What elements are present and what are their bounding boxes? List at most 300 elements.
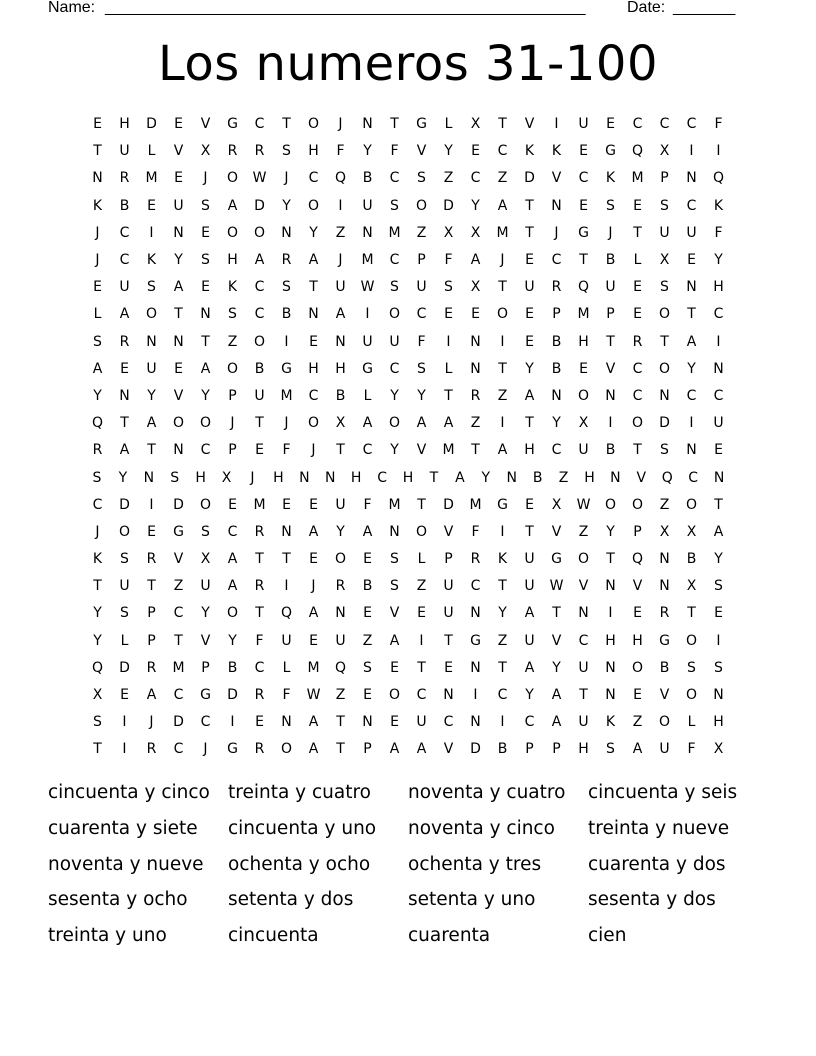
grid-letter[interactable]: N	[443, 687, 454, 704]
grid-letter[interactable]: V	[173, 143, 184, 160]
grid-letter[interactable]: T	[714, 496, 723, 513]
grid-letter[interactable]: A	[146, 687, 157, 704]
grid-letter[interactable]: Z	[227, 333, 238, 350]
grid-letter[interactable]: Z	[416, 224, 427, 241]
grid-letter[interactable]: L	[93, 306, 102, 323]
grid-letter[interactable]: S	[201, 252, 210, 269]
grid-letter[interactable]: E	[714, 605, 723, 622]
grid-letter[interactable]: O	[388, 415, 401, 432]
grid-letter[interactable]: B	[254, 360, 265, 377]
grid-letter[interactable]: N	[470, 360, 481, 377]
grid-letter[interactable]: S	[92, 469, 102, 486]
grid-letter[interactable]: R	[281, 252, 292, 269]
grid-letter[interactable]: J	[95, 252, 100, 269]
grid-letter[interactable]: F	[687, 741, 696, 758]
grid-letter[interactable]: A	[308, 741, 319, 758]
grid-letter[interactable]: E	[309, 551, 318, 568]
grid-letter[interactable]: O	[145, 306, 158, 323]
grid-letter[interactable]: O	[280, 741, 293, 758]
grid-letter[interactable]: D	[443, 496, 454, 513]
grid-letter[interactable]: R	[551, 279, 562, 296]
grid-letter[interactable]: E	[93, 279, 102, 296]
grid-letter[interactable]: O	[253, 333, 266, 350]
grid-letter[interactable]: N	[551, 387, 562, 404]
grid-letter[interactable]: U	[686, 224, 697, 241]
grid-letter[interactable]: N	[362, 224, 373, 241]
grid-letter[interactable]: I	[689, 415, 694, 432]
grid-letter[interactable]: Z	[335, 687, 346, 704]
grid-letter[interactable]: K	[227, 279, 238, 296]
grid-letter[interactable]: A	[389, 632, 400, 649]
grid-letter[interactable]: Q	[577, 279, 590, 296]
grid-letter[interactable]: H	[308, 143, 319, 160]
grid-letter[interactable]: C	[470, 578, 481, 595]
grid-letter[interactable]: E	[444, 659, 453, 676]
grid-letter[interactable]: P	[525, 741, 534, 758]
grid-letter[interactable]: I	[716, 143, 721, 160]
grid-letter[interactable]: R	[470, 551, 481, 568]
grid-letter[interactable]: Y	[118, 469, 128, 486]
grid-letter[interactable]: T	[174, 306, 183, 323]
grid-letter[interactable]: J	[500, 252, 505, 269]
grid-letter[interactable]: G	[362, 360, 373, 377]
grid-letter[interactable]: O	[118, 523, 131, 540]
grid-letter[interactable]: H	[584, 469, 595, 486]
grid-letter[interactable]: F	[282, 442, 291, 459]
grid-letter[interactable]: M	[388, 496, 401, 513]
grid-letter[interactable]: O	[226, 605, 239, 622]
grid-letter[interactable]: O	[226, 170, 239, 187]
grid-letter[interactable]: A	[308, 714, 319, 731]
grid-letter[interactable]: T	[336, 714, 345, 731]
grid-letter[interactable]: N	[470, 714, 481, 731]
grid-letter[interactable]: A	[119, 306, 130, 323]
grid-letter[interactable]: O	[685, 687, 698, 704]
grid-letter[interactable]: K	[92, 197, 103, 214]
grid-letter[interactable]: E	[525, 333, 534, 350]
grid-letter[interactable]: L	[444, 116, 453, 133]
grid-letter[interactable]: U	[713, 415, 724, 432]
grid-letter[interactable]: X	[659, 143, 670, 160]
grid-letter[interactable]: O	[307, 197, 320, 214]
grid-letter[interactable]: Z	[659, 496, 670, 513]
grid-letter[interactable]: N	[389, 523, 400, 540]
grid-letter[interactable]: I	[716, 632, 721, 649]
grid-letter[interactable]: U	[200, 578, 211, 595]
grid-letter[interactable]: N	[325, 469, 336, 486]
grid-letter[interactable]: U	[443, 605, 454, 622]
grid-letter[interactable]: X	[551, 496, 562, 513]
grid-letter[interactable]: Y	[390, 387, 399, 404]
grid-letter[interactable]: F	[444, 252, 453, 269]
grid-letter[interactable]: E	[579, 360, 588, 377]
grid-letter[interactable]: E	[687, 252, 696, 269]
grid-letter[interactable]: T	[633, 442, 642, 459]
grid-letter[interactable]: A	[200, 360, 211, 377]
grid-letter[interactable]: E	[714, 442, 723, 459]
grid-letter[interactable]: O	[658, 714, 671, 731]
grid-letter[interactable]: P	[228, 387, 237, 404]
grid-letter[interactable]: A	[146, 415, 157, 432]
grid-letter[interactable]: I	[608, 605, 613, 622]
grid-letter[interactable]: E	[309, 632, 318, 649]
grid-letter[interactable]: O	[388, 306, 401, 323]
grid-letter[interactable]: L	[147, 143, 156, 160]
grid-letter[interactable]: Y	[201, 387, 210, 404]
grid-letter[interactable]: E	[390, 659, 399, 676]
grid-letter[interactable]: E	[282, 496, 291, 513]
grid-letter[interactable]: U	[173, 197, 184, 214]
grid-letter[interactable]: Z	[173, 578, 184, 595]
grid-letter[interactable]: S	[228, 306, 237, 323]
grid-letter[interactable]: D	[659, 415, 670, 432]
grid-letter[interactable]: N	[686, 170, 697, 187]
grid-letter[interactable]: R	[146, 551, 157, 568]
grid-letter[interactable]: G	[659, 632, 670, 649]
grid-letter[interactable]: Y	[525, 360, 534, 377]
grid-letter[interactable]: I	[365, 306, 370, 323]
grid-letter[interactable]: G	[578, 224, 589, 241]
grid-letter[interactable]: K	[605, 170, 616, 187]
grid-letter[interactable]: Q	[661, 469, 673, 486]
grid-letter[interactable]: I	[284, 333, 289, 350]
grid-letter[interactable]: U	[524, 632, 535, 649]
grid-letter[interactable]: O	[199, 496, 212, 513]
grid-letter[interactable]: M	[253, 496, 266, 513]
grid-letter[interactable]: I	[500, 523, 505, 540]
grid-letter[interactable]: N	[362, 714, 373, 731]
grid-letter[interactable]: N	[335, 333, 346, 350]
grid-letter[interactable]: Z	[362, 632, 373, 649]
grid-letter[interactable]: J	[338, 252, 343, 269]
grid-letter[interactable]: K	[713, 197, 724, 214]
grid-letter[interactable]: P	[201, 659, 210, 676]
grid-letter[interactable]: U	[362, 333, 373, 350]
grid-letter[interactable]: A	[416, 741, 427, 758]
grid-letter[interactable]: Y	[390, 442, 399, 459]
grid-letter[interactable]: V	[389, 605, 400, 622]
grid-letter[interactable]: Q	[631, 143, 644, 160]
grid-letter[interactable]: Z	[558, 469, 569, 486]
grid-letter[interactable]: U	[659, 741, 670, 758]
grid-letter[interactable]: A	[551, 714, 562, 731]
grid-letter[interactable]: T	[498, 659, 507, 676]
grid-letter[interactable]: O	[577, 551, 590, 568]
grid-letter[interactable]: V	[636, 469, 647, 486]
grid-letter[interactable]: F	[390, 143, 399, 160]
grid-letter[interactable]: V	[551, 632, 562, 649]
grid-letter[interactable]: U	[443, 578, 454, 595]
grid-letter[interactable]: E	[201, 224, 210, 241]
name-field-line[interactable]: ______________________________________________________	[105, 0, 586, 16]
grid-letter[interactable]: S	[606, 741, 615, 758]
grid-letter[interactable]: Q	[334, 170, 347, 187]
grid-letter[interactable]: O	[307, 415, 320, 432]
grid-letter[interactable]: T	[147, 442, 156, 459]
grid-letter[interactable]: C	[254, 116, 265, 133]
grid-letter[interactable]: U	[524, 279, 535, 296]
grid-letter[interactable]: O	[631, 659, 644, 676]
grid-letter[interactable]: P	[147, 605, 156, 622]
grid-letter[interactable]: C	[632, 387, 643, 404]
grid-letter[interactable]: O	[172, 415, 185, 432]
grid-letter[interactable]: C	[173, 605, 184, 622]
grid-letter[interactable]: B	[362, 170, 373, 187]
grid-letter[interactable]: B	[605, 442, 616, 459]
grid-letter[interactable]: H	[713, 714, 724, 731]
grid-letter[interactable]: B	[497, 741, 508, 758]
grid-letter[interactable]: A	[686, 333, 697, 350]
grid-letter[interactable]: A	[455, 469, 465, 486]
grid-letter[interactable]: I	[500, 415, 505, 432]
grid-letter[interactable]: S	[444, 279, 453, 296]
grid-letter[interactable]: W	[306, 687, 321, 704]
grid-letter[interactable]: I	[149, 224, 154, 241]
grid-letter[interactable]: P	[660, 170, 669, 187]
grid-letter[interactable]: S	[417, 170, 426, 187]
grid-letter[interactable]: W	[576, 496, 591, 513]
grid-letter[interactable]: H	[524, 442, 535, 459]
grid-letter[interactable]: K	[92, 551, 103, 568]
grid-letter[interactable]: T	[120, 415, 129, 432]
grid-letter[interactable]: S	[687, 659, 696, 676]
grid-letter[interactable]: U	[119, 279, 130, 296]
grid-letter[interactable]: E	[174, 170, 183, 187]
grid-letter[interactable]: J	[338, 116, 343, 133]
grid-letter[interactable]: J	[203, 170, 208, 187]
grid-letter[interactable]: R	[146, 659, 157, 676]
grid-letter[interactable]: M	[496, 224, 509, 241]
grid-letter[interactable]: T	[498, 279, 507, 296]
grid-letter[interactable]: T	[336, 741, 345, 758]
grid-letter[interactable]: T	[255, 551, 264, 568]
grid-letter[interactable]: K	[497, 551, 508, 568]
grid-letter[interactable]: M	[388, 224, 401, 241]
grid-letter[interactable]: V	[443, 741, 454, 758]
grid-letter[interactable]: M	[307, 659, 320, 676]
grid-letter[interactable]: E	[228, 496, 237, 513]
grid-letter[interactable]: E	[174, 360, 183, 377]
grid-letter[interactable]: J	[608, 224, 613, 241]
grid-letter[interactable]: S	[120, 605, 129, 622]
grid-letter[interactable]: D	[227, 687, 238, 704]
grid-letter[interactable]: N	[551, 197, 562, 214]
grid-letter[interactable]: E	[579, 197, 588, 214]
grid-letter[interactable]: S	[201, 523, 210, 540]
grid-letter[interactable]: I	[122, 741, 127, 758]
grid-letter[interactable]: U	[605, 279, 616, 296]
grid-letter[interactable]: Y	[552, 659, 561, 676]
grid-letter[interactable]: S	[201, 197, 210, 214]
grid-letter[interactable]: E	[633, 687, 642, 704]
grid-letter[interactable]: E	[363, 551, 372, 568]
grid-letter[interactable]: F	[714, 224, 723, 241]
grid-letter[interactable]: A	[632, 741, 643, 758]
grid-letter[interactable]: T	[417, 496, 426, 513]
grid-letter[interactable]: H	[273, 469, 284, 486]
grid-letter[interactable]: E	[147, 197, 156, 214]
grid-letter[interactable]: C	[551, 252, 562, 269]
grid-letter[interactable]: Y	[714, 551, 723, 568]
grid-letter[interactable]: C	[632, 360, 643, 377]
grid-letter[interactable]: F	[714, 116, 723, 133]
grid-letter[interactable]: C	[551, 442, 562, 459]
grid-letter[interactable]: T	[633, 224, 642, 241]
grid-letter[interactable]: U	[524, 578, 535, 595]
grid-letter[interactable]: L	[120, 632, 129, 649]
grid-letter[interactable]: G	[281, 360, 292, 377]
grid-letter[interactable]: U	[281, 632, 292, 649]
grid-letter[interactable]: Y	[336, 523, 345, 540]
grid-letter[interactable]: C	[632, 116, 643, 133]
grid-letter[interactable]: M	[631, 170, 644, 187]
grid-letter[interactable]: O	[658, 306, 671, 323]
grid-letter[interactable]: C	[416, 687, 427, 704]
grid-letter[interactable]: Y	[93, 387, 102, 404]
grid-letter[interactable]: T	[93, 741, 102, 758]
grid-letter[interactable]: O	[388, 687, 401, 704]
grid-letter[interactable]: Y	[363, 143, 372, 160]
grid-letter[interactable]: Y	[525, 687, 534, 704]
grid-letter[interactable]: D	[146, 116, 157, 133]
grid-letter[interactable]: S	[282, 279, 291, 296]
grid-letter[interactable]: U	[335, 496, 346, 513]
grid-letter[interactable]: V	[416, 442, 427, 459]
grid-letter[interactable]: Z	[578, 523, 589, 540]
grid-letter[interactable]: X	[686, 578, 697, 595]
grid-letter[interactable]: T	[336, 442, 345, 459]
grid-letter[interactable]: T	[282, 116, 291, 133]
grid-letter[interactable]: I	[716, 333, 721, 350]
grid-letter[interactable]: C	[686, 116, 697, 133]
grid-letter[interactable]: S	[714, 578, 723, 595]
grid-letter[interactable]: C	[686, 197, 697, 214]
grid-letter[interactable]: O	[685, 496, 698, 513]
grid-letter[interactable]: B	[362, 578, 373, 595]
grid-letter[interactable]: N	[470, 659, 481, 676]
grid-letter[interactable]: O	[415, 197, 428, 214]
grid-letter[interactable]: A	[254, 252, 265, 269]
grid-letter[interactable]: N	[610, 469, 621, 486]
grid-letter[interactable]: R	[92, 442, 103, 459]
grid-letter[interactable]: C	[119, 252, 130, 269]
grid-letter[interactable]: H	[402, 469, 414, 486]
grid-letter[interactable]: C	[389, 252, 400, 269]
grid-letter[interactable]: A	[227, 551, 238, 568]
grid-letter[interactable]: R	[335, 578, 346, 595]
grid-letter[interactable]: Y	[147, 387, 156, 404]
grid-letter[interactable]: M	[442, 442, 455, 459]
grid-letter[interactable]: T	[552, 605, 561, 622]
grid-letter[interactable]: T	[444, 632, 453, 649]
grid-letter[interactable]: T	[687, 306, 696, 323]
grid-letter[interactable]: C	[254, 306, 265, 323]
grid-letter[interactable]: D	[119, 496, 130, 513]
grid-letter[interactable]: N	[308, 306, 319, 323]
grid-letter[interactable]: P	[606, 306, 615, 323]
grid-letter[interactable]: R	[254, 741, 265, 758]
grid-letter[interactable]: T	[606, 333, 615, 350]
grid-letter[interactable]: J	[149, 714, 154, 731]
grid-letter[interactable]: X	[686, 523, 697, 540]
grid-letter[interactable]: Y	[417, 387, 426, 404]
grid-letter[interactable]: J	[203, 741, 208, 758]
grid-letter[interactable]: T	[525, 197, 534, 214]
grid-letter[interactable]: P	[147, 632, 156, 649]
grid-letter[interactable]: T	[498, 578, 507, 595]
grid-letter[interactable]: N	[173, 442, 184, 459]
grid-letter[interactable]: A	[443, 415, 454, 432]
grid-letter[interactable]: J	[95, 224, 100, 241]
grid-letter[interactable]: X	[200, 551, 211, 568]
grid-letter[interactable]: Y	[498, 605, 507, 622]
grid-letter[interactable]: E	[471, 143, 480, 160]
grid-letter[interactable]: A	[308, 252, 319, 269]
grid-letter[interactable]: L	[282, 659, 291, 676]
grid-letter[interactable]: S	[93, 333, 102, 350]
grid-letter[interactable]: C	[713, 387, 724, 404]
grid-letter[interactable]: Y	[481, 469, 491, 486]
grid-letter[interactable]: U	[389, 333, 400, 350]
grid-letter[interactable]: P	[633, 523, 642, 540]
grid-letter[interactable]: A	[524, 605, 535, 622]
grid-letter[interactable]: N	[605, 687, 616, 704]
grid-letter[interactable]: T	[93, 143, 102, 160]
grid-letter[interactable]: E	[525, 306, 534, 323]
grid-letter[interactable]: E	[120, 687, 129, 704]
grid-letter[interactable]: Y	[606, 523, 615, 540]
grid-letter[interactable]: T	[201, 333, 210, 350]
grid-letter[interactable]: N	[362, 116, 373, 133]
grid-letter[interactable]: X	[470, 279, 481, 296]
grid-letter[interactable]: R	[254, 578, 265, 595]
grid-letter[interactable]: Q	[280, 605, 293, 622]
grid-letter[interactable]: F	[417, 333, 426, 350]
grid-letter[interactable]: V	[200, 116, 211, 133]
grid-letter[interactable]: S	[93, 714, 102, 731]
grid-letter[interactable]: E	[444, 306, 453, 323]
grid-letter[interactable]: A	[173, 279, 184, 296]
grid-letter[interactable]: V	[551, 523, 562, 540]
grid-letter[interactable]: C	[389, 170, 400, 187]
grid-letter[interactable]: R	[227, 143, 238, 160]
grid-letter[interactable]: H	[335, 360, 346, 377]
grid-letter[interactable]: N	[470, 333, 481, 350]
grid-letter[interactable]: S	[390, 197, 399, 214]
grid-letter[interactable]: T	[255, 415, 264, 432]
grid-letter[interactable]: B	[227, 659, 238, 676]
grid-letter[interactable]: G	[605, 143, 616, 160]
grid-letter[interactable]: J	[95, 523, 100, 540]
grid-letter[interactable]: O	[199, 415, 212, 432]
grid-letter[interactable]: I	[500, 333, 505, 350]
grid-letter[interactable]: D	[119, 659, 130, 676]
grid-letter[interactable]: R	[146, 741, 157, 758]
grid-letter[interactable]: A	[416, 415, 427, 432]
grid-letter[interactable]: H	[195, 469, 206, 486]
grid-letter[interactable]: O	[496, 306, 509, 323]
grid-letter[interactable]: N	[200, 306, 211, 323]
grid-letter[interactable]: H	[713, 279, 724, 296]
grid-letter[interactable]: C	[254, 659, 265, 676]
grid-letter[interactable]: V	[524, 116, 535, 133]
grid-letter[interactable]: H	[350, 469, 362, 486]
grid-letter[interactable]: I	[284, 578, 289, 595]
grid-letter[interactable]: U	[335, 632, 346, 649]
grid-letter[interactable]: F	[471, 523, 480, 540]
grid-letter[interactable]: K	[551, 143, 562, 160]
grid-letter[interactable]: Z	[497, 632, 508, 649]
